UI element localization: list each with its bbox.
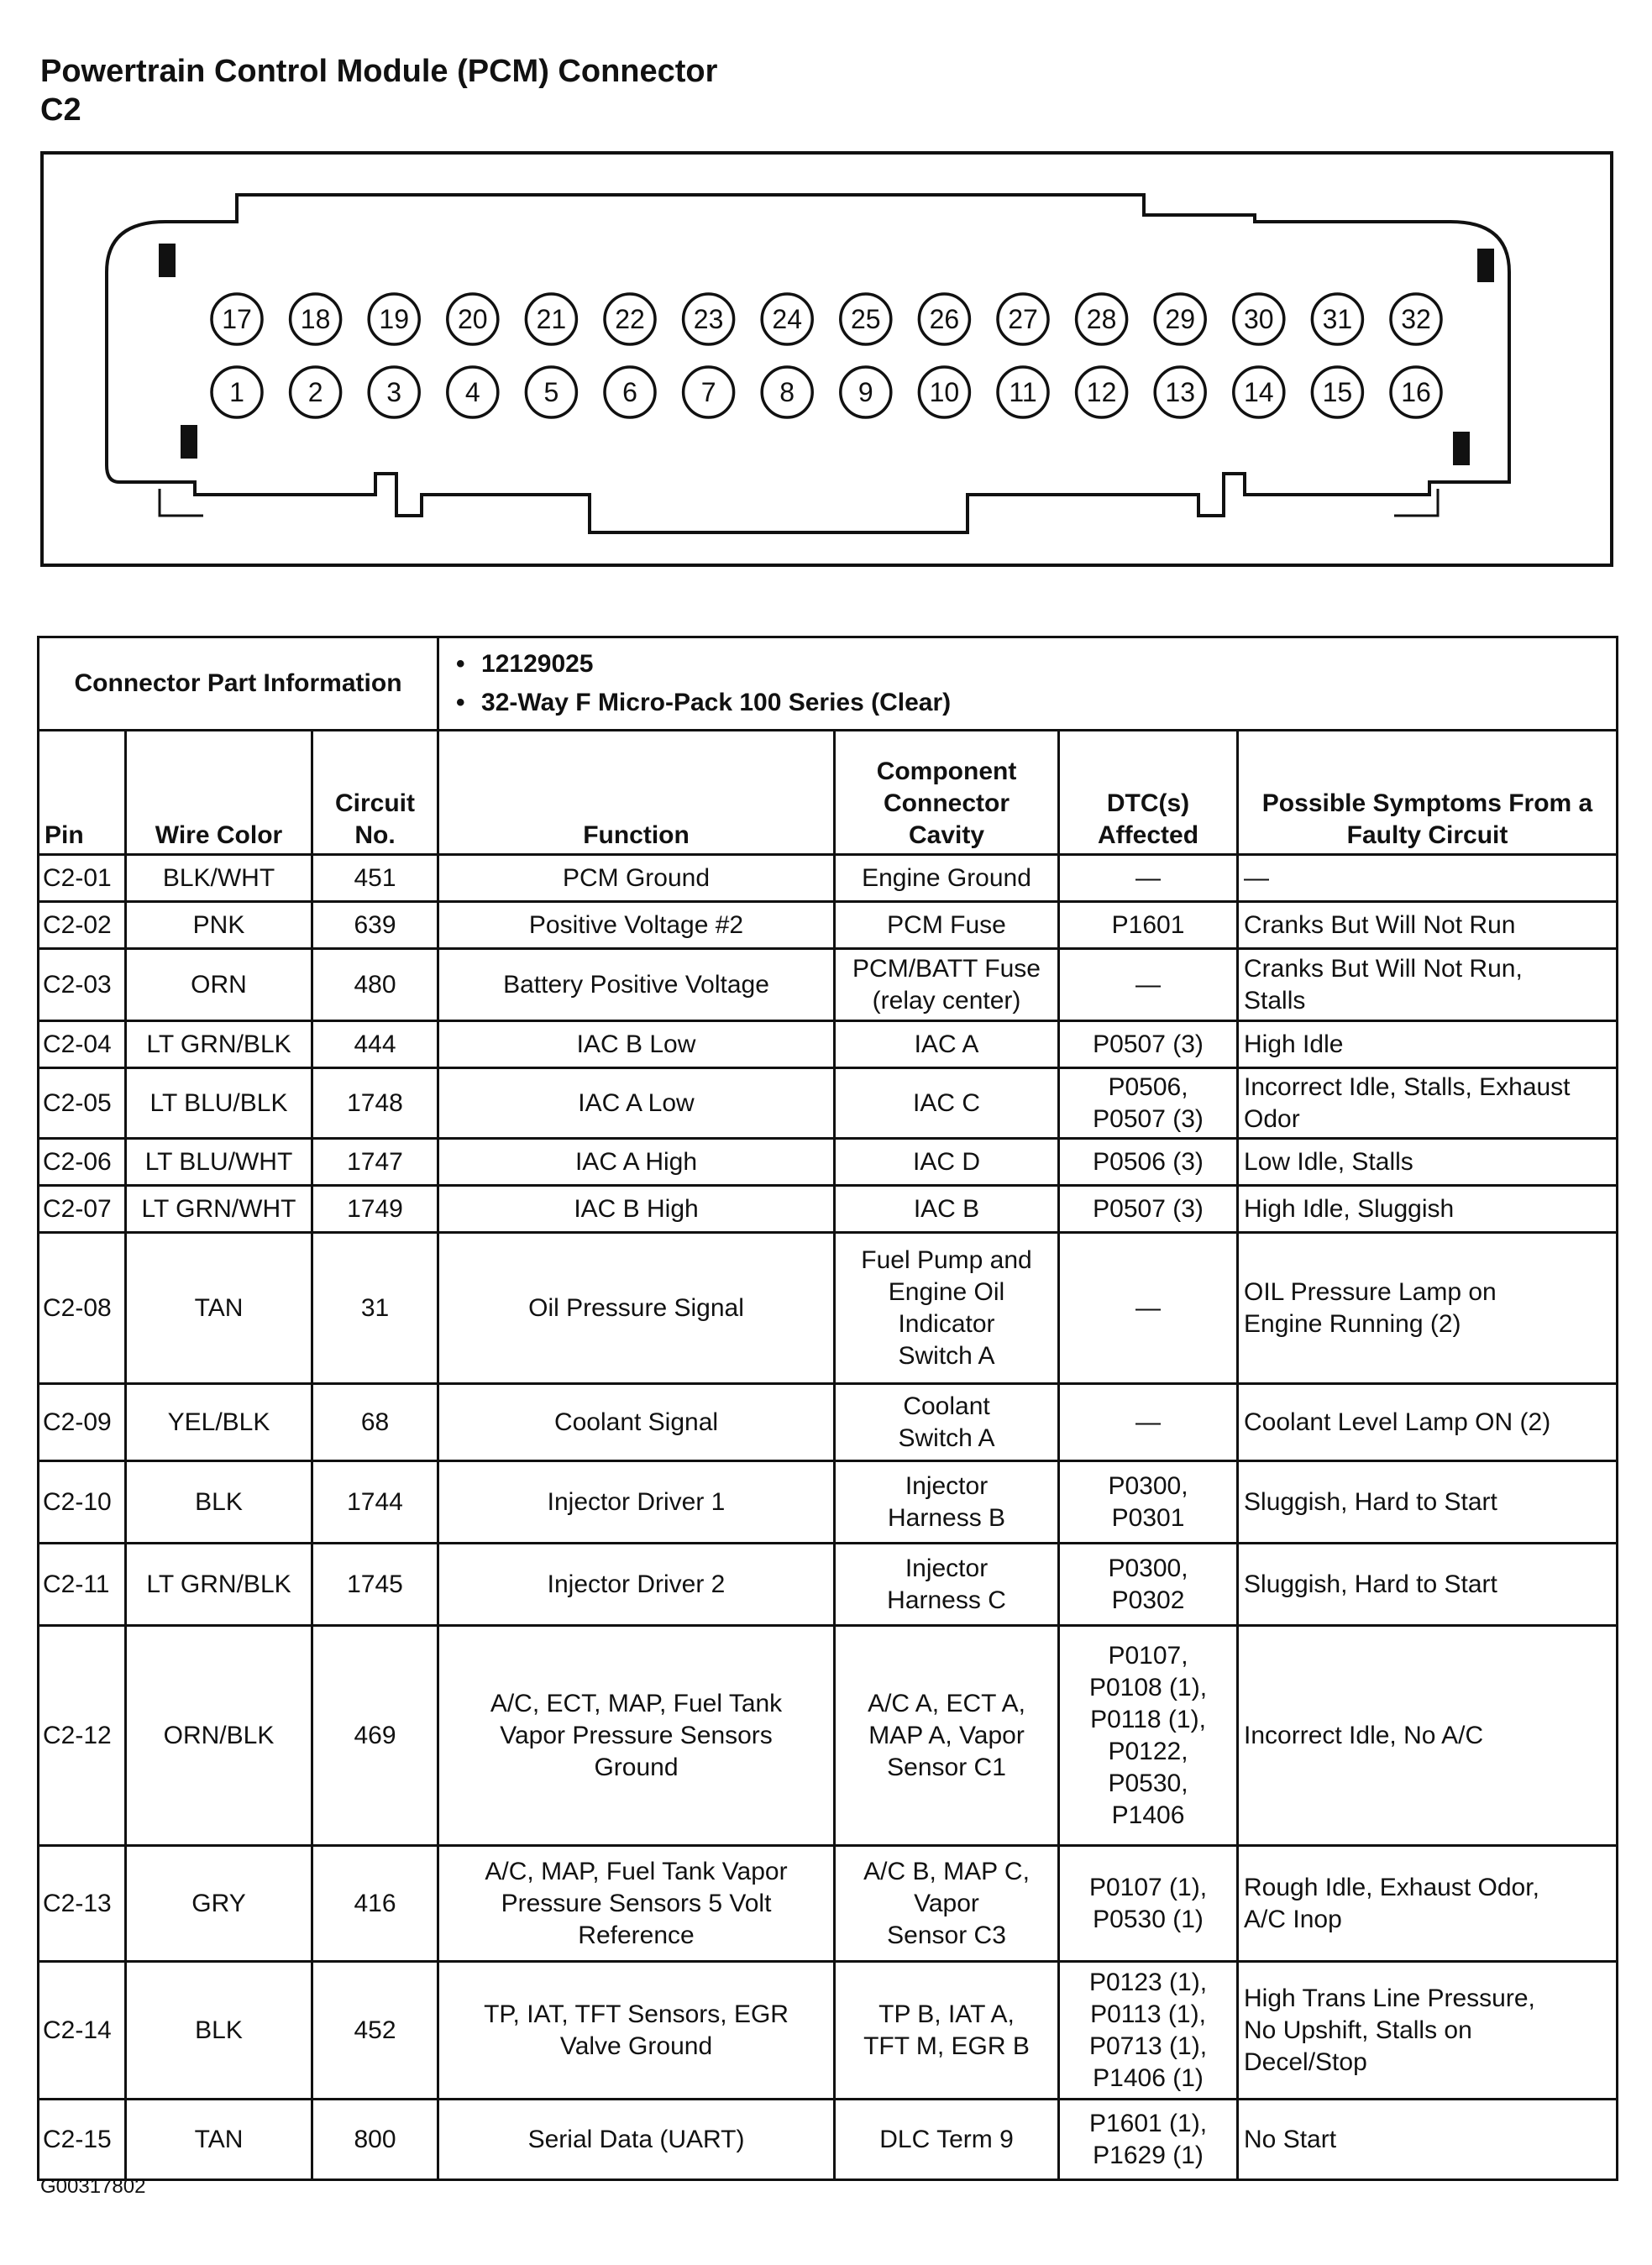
cavity-cell: Coolant Switch A <box>835 1384 1059 1461</box>
title-line-2: C2 <box>40 92 81 128</box>
symptoms-cell: Sluggish, Hard to Start <box>1238 1461 1618 1544</box>
latch-mark-bottom-left <box>181 425 197 459</box>
table-row <box>39 1021 1618 1068</box>
latch-mark-bottom-right <box>1453 432 1470 465</box>
dtc-cell: P0123 (1), P0113 (1), P0713 (1), P1406 (1) <box>1059 1962 1238 2100</box>
pin-rows <box>39 855 1618 2180</box>
pin-number-label: 16 <box>1401 377 1431 407</box>
dtc-cell: P1601 <box>1059 902 1238 949</box>
pin-table <box>37 636 1618 2181</box>
pin-cell: C2-04 <box>39 1021 126 1068</box>
table-row <box>39 1846 1618 1962</box>
function-cell: A/C, ECT, MAP, Fuel Tank Vapor Pressure Sensors Ground <box>438 1626 835 1846</box>
cavity-cell: TP B, IAT A, TFT M, EGR B <box>835 1962 1059 2100</box>
wire-color-cell: PNK <box>126 902 312 949</box>
dtc-cell: — <box>1059 1233 1238 1384</box>
circuit-cell: 469 <box>312 1626 438 1846</box>
wire-color-cell: BLK <box>126 1962 312 2100</box>
cavity-cell: IAC C <box>835 1068 1059 1139</box>
pin-number-label: 9 <box>857 377 873 407</box>
symptoms-cell: High Idle, Sluggish <box>1238 1186 1618 1233</box>
function-cell: IAC B High <box>438 1186 835 1233</box>
pin-number-label: 2 <box>307 377 323 407</box>
wire-color-cell: BLK/WHT <box>126 855 312 902</box>
function-cell: IAC B Low <box>438 1021 835 1068</box>
pin-cell: C2-12 <box>39 1626 126 1846</box>
circuit-cell: 639 <box>312 902 438 949</box>
cavity-cell: IAC A <box>835 1021 1059 1068</box>
pin-cell: C2-02 <box>39 902 126 949</box>
function-cell: Positive Voltage #2 <box>438 902 835 949</box>
cavity-cell: A/C B, MAP C, Vapor Sensor C3 <box>835 1846 1059 1962</box>
part-info-items <box>438 637 1618 731</box>
pin-number-label: 22 <box>615 304 645 334</box>
circuit-cell: 1744 <box>312 1461 438 1544</box>
pin-number-label: 25 <box>851 304 881 334</box>
circuit-cell: 1748 <box>312 1068 438 1139</box>
header-pin: Pin <box>39 731 126 855</box>
function-cell: Battery Positive Voltage <box>438 949 835 1021</box>
pin-cell: C2-14 <box>39 1962 126 2100</box>
dtc-cell: — <box>1059 949 1238 1021</box>
symptoms-cell: Incorrect Idle, No A/C <box>1238 1626 1618 1846</box>
function-cell: Serial Data (UART) <box>438 2100 835 2180</box>
symptoms-cell: OIL Pressure Lamp on Engine Running (2) <box>1238 1233 1618 1384</box>
header-wire-color: Wire Color <box>126 731 312 855</box>
connector-inner-outline <box>160 489 203 516</box>
part-info-item: • 12129025 <box>481 645 1611 684</box>
pin-number-label: 3 <box>386 377 402 407</box>
table-row <box>39 1384 1618 1461</box>
symptoms-cell: High Idle <box>1238 1021 1618 1068</box>
dtc-cell: P0507 (3) <box>1059 1186 1238 1233</box>
dtc-cell: — <box>1059 855 1238 902</box>
page-title <box>40 52 717 129</box>
symptoms-cell: No Start <box>1238 2100 1618 2180</box>
wire-color-cell: TAN <box>126 2100 312 2180</box>
connector-inner-outline-right <box>1394 489 1438 516</box>
latch-mark-top-right <box>1477 249 1494 282</box>
wire-color-cell: GRY <box>126 1846 312 1962</box>
wire-color-cell: ORN <box>126 949 312 1021</box>
symptoms-cell: Sluggish, Hard to Start <box>1238 1544 1618 1626</box>
pin-number-label: 28 <box>1086 304 1117 334</box>
symptoms-cell: — <box>1238 855 1618 902</box>
table-row <box>39 902 1618 949</box>
pin-cell: C2-08 <box>39 1233 126 1384</box>
table-row <box>39 2100 1618 2180</box>
pin-number-label: 6 <box>622 377 637 407</box>
pin-number-label: 19 <box>379 304 409 334</box>
pin-cell: C2-13 <box>39 1846 126 1962</box>
dtc-cell: P0300, P0302 <box>1059 1544 1238 1626</box>
circuit-cell: 68 <box>312 1384 438 1461</box>
pin-cell: C2-05 <box>39 1068 126 1139</box>
pin-number-label: 30 <box>1244 304 1274 334</box>
cavity-cell: Injector Harness B <box>835 1461 1059 1544</box>
function-cell: Coolant Signal <box>438 1384 835 1461</box>
symptoms-cell: Cranks But Will Not Run, Stalls <box>1238 949 1618 1021</box>
table-row <box>39 949 1618 1021</box>
table-row <box>39 1626 1618 1846</box>
wire-color-cell: LT GRN/BLK <box>126 1021 312 1068</box>
pin-number-label: 20 <box>458 304 488 334</box>
pin-number-label: 11 <box>1009 377 1037 407</box>
dtc-cell: — <box>1059 1384 1238 1461</box>
dtc-cell: P0107, P0108 (1), P0118 (1), P0122, P0530, P1406 <box>1059 1626 1238 1846</box>
pin-cell: C2-10 <box>39 1461 126 1544</box>
pin-number-label: 8 <box>779 377 795 407</box>
circuit-cell: 480 <box>312 949 438 1021</box>
function-cell: Injector Driver 2 <box>438 1544 835 1626</box>
part-info-label: Connector Part Information <box>39 637 438 731</box>
figure-code: G00317802 <box>40 2175 146 2198</box>
circuit-cell: 416 <box>312 1846 438 1962</box>
wire-color-cell: LT BLU/BLK <box>126 1068 312 1139</box>
connector-outline <box>107 195 1509 532</box>
table-row <box>39 1186 1618 1233</box>
wire-color-cell: ORN/BLK <box>126 1626 312 1846</box>
circuit-cell: 1749 <box>312 1186 438 1233</box>
header-row <box>39 731 1618 855</box>
table-row <box>39 1068 1618 1139</box>
cavity-cell: PCM Fuse <box>835 902 1059 949</box>
dtc-cell: P0107 (1), P0530 (1) <box>1059 1846 1238 1962</box>
latch-mark-top-left <box>159 244 176 277</box>
pin-cell: C2-03 <box>39 949 126 1021</box>
pin-cell: C2-06 <box>39 1139 126 1186</box>
cavity-cell: DLC Term 9 <box>835 2100 1059 2180</box>
pin-cell: C2-11 <box>39 1544 126 1626</box>
wire-color-cell: TAN <box>126 1233 312 1384</box>
dtc-cell: P0506, P0507 (3) <box>1059 1068 1238 1139</box>
pin-number-label: 15 <box>1322 377 1353 407</box>
cavity-cell: Injector Harness C <box>835 1544 1059 1626</box>
pin-number-label: 24 <box>772 304 802 334</box>
table-row <box>39 1461 1618 1544</box>
pin-number-label: 1 <box>229 377 244 407</box>
cavity-cell: A/C A, ECT A, MAP A, Vapor Sensor C1 <box>835 1626 1059 1846</box>
pin-number-label: 29 <box>1165 304 1195 334</box>
wire-color-cell: LT GRN/WHT <box>126 1186 312 1233</box>
table-row <box>39 855 1618 902</box>
header-cavity: Component Connector Cavity <box>835 731 1059 855</box>
function-cell: IAC A High <box>438 1139 835 1186</box>
function-cell: IAC A Low <box>438 1068 835 1139</box>
function-cell: Injector Driver 1 <box>438 1461 835 1544</box>
table-row <box>39 1139 1618 1186</box>
pin-number-label: 18 <box>300 304 331 334</box>
function-cell: PCM Ground <box>438 855 835 902</box>
dtc-cell: P0507 (3) <box>1059 1021 1238 1068</box>
pin-number-label: 17 <box>222 304 252 334</box>
symptoms-cell: Cranks But Will Not Run <box>1238 902 1618 949</box>
dtc-cell: P0300, P0301 <box>1059 1461 1238 1544</box>
table-row <box>39 1233 1618 1384</box>
circuit-cell: 800 <box>312 2100 438 2180</box>
symptoms-cell: Incorrect Idle, Stalls, Exhaust Odor <box>1238 1068 1618 1139</box>
cavity-cell: Engine Ground <box>835 855 1059 902</box>
connector-diagram <box>40 151 1613 567</box>
circuit-cell: 31 <box>312 1233 438 1384</box>
circuit-cell: 452 <box>312 1962 438 2100</box>
wire-color-cell: BLK <box>126 1461 312 1544</box>
pin-number-label: 27 <box>1008 304 1038 334</box>
dtc-cell: P1601 (1), P1629 (1) <box>1059 2100 1238 2180</box>
function-cell: TP, IAT, TFT Sensors, EGR Valve Ground <box>438 1962 835 2100</box>
symptoms-cell: High Trans Line Pressure, No Upshift, Stalls on Decel/Stop <box>1238 1962 1618 2100</box>
pin-cell: C2-01 <box>39 855 126 902</box>
pin-number-label: 14 <box>1244 377 1274 407</box>
circuit-cell: 1747 <box>312 1139 438 1186</box>
pin-number-label: 31 <box>1322 304 1353 334</box>
circuit-cell: 444 <box>312 1021 438 1068</box>
title-line-1: Powertrain Control Module (PCM) Connector <box>40 54 718 89</box>
symptoms-cell: Coolant Level Lamp ON (2) <box>1238 1384 1618 1461</box>
part-info-item: • 32-Way F Micro-Pack 100 Series (Clear) <box>481 684 1611 722</box>
header-symptoms: Possible Symptoms From a Faulty Circuit <box>1238 731 1618 855</box>
pin-number-label: 10 <box>929 377 960 407</box>
pin-number-label: 32 <box>1401 304 1431 334</box>
header-circuit: Circuit No. <box>312 731 438 855</box>
table-row <box>39 1962 1618 2100</box>
symptoms-cell: Low Idle, Stalls <box>1238 1139 1618 1186</box>
cavity-cell: Fuel Pump and Engine Oil Indicator Switch A <box>835 1233 1059 1384</box>
connector-face-svg <box>44 155 1610 564</box>
part-info-row <box>39 637 1618 731</box>
table-row <box>39 1544 1618 1626</box>
pin-number-label: 5 <box>543 377 559 407</box>
pin-number-label: 7 <box>700 377 716 407</box>
header-function: Function <box>438 731 835 855</box>
dtc-cell: P0506 (3) <box>1059 1139 1238 1186</box>
pin-number-label: 4 <box>464 377 480 407</box>
wire-color-cell: LT BLU/WHT <box>126 1139 312 1186</box>
function-cell: Oil Pressure Signal <box>438 1233 835 1384</box>
circuit-cell: 1745 <box>312 1544 438 1626</box>
pin-cell: C2-07 <box>39 1186 126 1233</box>
pin-number-label: 13 <box>1165 377 1195 407</box>
cavity-cell: IAC D <box>835 1139 1059 1186</box>
header-dtc: DTC(s) Affected <box>1059 731 1238 855</box>
symptoms-cell: Rough Idle, Exhaust Odor, A/C Inop <box>1238 1846 1618 1962</box>
cavity-cell: PCM/BATT Fuse (relay center) <box>835 949 1059 1021</box>
pin-number-label: 12 <box>1086 377 1117 407</box>
wire-color-cell: YEL/BLK <box>126 1384 312 1461</box>
pin-number-label: 26 <box>929 304 960 334</box>
pin-number-label: 21 <box>536 304 567 334</box>
cavity-cell: IAC B <box>835 1186 1059 1233</box>
circuit-cell: 451 <box>312 855 438 902</box>
pin-number-label: 23 <box>693 304 724 334</box>
pin-cell: C2-15 <box>39 2100 126 2180</box>
wire-color-cell: LT GRN/BLK <box>126 1544 312 1626</box>
pin-cell: C2-09 <box>39 1384 126 1461</box>
function-cell: A/C, MAP, Fuel Tank Vapor Pressure Sensors 5 Volt Reference <box>438 1846 835 1962</box>
pin-circles <box>212 294 1441 417</box>
